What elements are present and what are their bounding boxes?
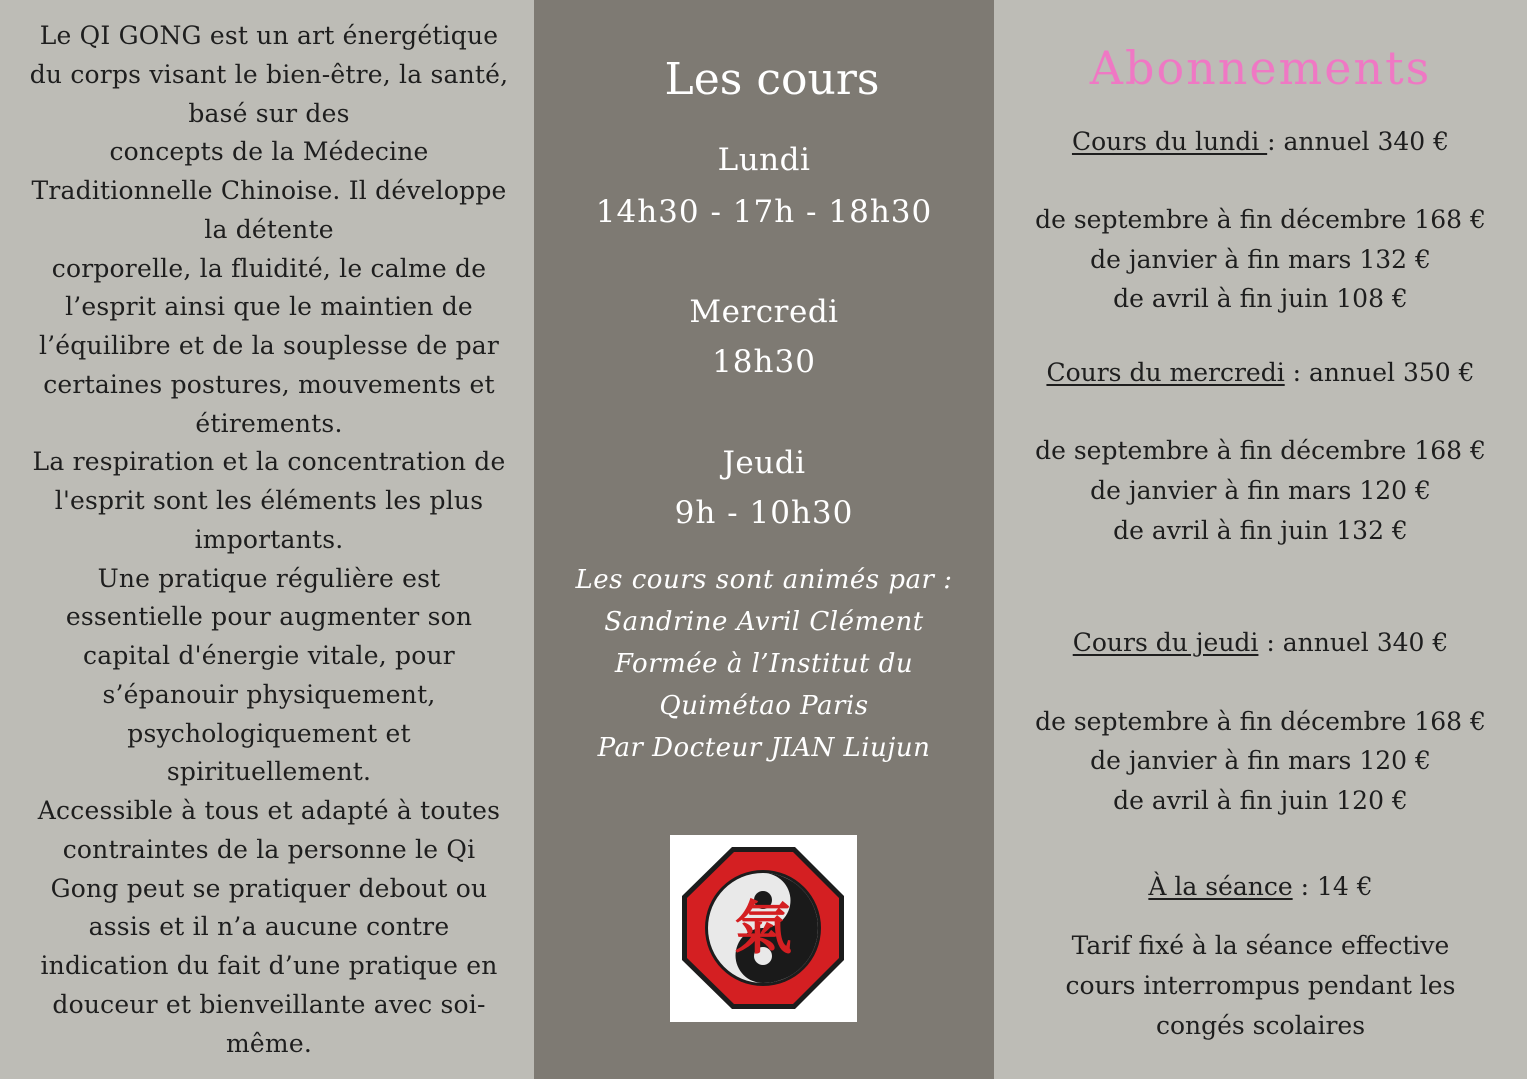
thursday-period: de septembre à fin décembre 168 € [1035, 707, 1486, 736]
intro-line: Accessible à tous et adapté à toutes [37, 796, 501, 825]
intro-line: l'esprit sont les éléments les plus [54, 486, 484, 515]
times-wednesday: 18h30 [712, 344, 816, 380]
wednesday-period: de avril à fin juin 132 € [1113, 516, 1408, 545]
thursday-annual-price: : annuel 340 € [1258, 628, 1449, 657]
yin-yang-octagon-icon [670, 835, 857, 1022]
intro-line: importants. [194, 524, 344, 554]
intro-line: du corps visant le bien-être, la santé, [29, 59, 509, 89]
thursday-label: Cours du jeudi [1072, 628, 1259, 657]
intro-line: Une pratique régulière est [97, 563, 441, 593]
schedule-panel [534, 0, 994, 1079]
monday-label: Cours du lundi [1071, 127, 1268, 156]
schedule-title: Les cours [664, 54, 880, 105]
intro-line: l’esprit ainsi que le maintien de [65, 292, 473, 322]
intro-line: contraintes de la personne le Qi [62, 834, 476, 864]
thursday-period: de avril à fin juin 120 € [1113, 786, 1408, 815]
intro-line: capital d'énergie vitale, pour [83, 641, 455, 670]
intro-line: indication du fait d’une pratique en [40, 951, 498, 980]
intro-line: La respiration et la concentration de [32, 447, 506, 477]
pricing-panel [994, 0, 1527, 1079]
intro-line: assis et il n’a aucune contre [88, 912, 450, 942]
monday-annual-price: : annuel 340 € [1267, 127, 1450, 156]
session-note: Tarif fixé à la séance effective [1071, 931, 1450, 960]
credits-line: Sandrine Avril Clément [604, 607, 924, 637]
monday-period: de avril à fin juin 108 € [1113, 284, 1408, 313]
monday-period: de septembre à fin décembre 168 € [1035, 205, 1486, 234]
qi-logo [670, 835, 857, 1022]
session-note: congés scolaires [1155, 1011, 1366, 1040]
session-price [994, 868, 1527, 906]
wednesday-label: Cours du mercredi [1046, 358, 1285, 387]
thursday-annual [994, 624, 1527, 662]
intro-line: psychologiquement et [127, 718, 411, 748]
session-note: cours interrompus pendant les [1065, 971, 1456, 1000]
intro-line: étirements. [195, 408, 343, 438]
session-label: À la séance [1148, 872, 1293, 901]
intro-line: concepts de la Médecine [109, 137, 429, 167]
intro-panel [0, 0, 534, 1079]
times-thursday: 9h - 10h30 [674, 495, 854, 531]
intro-line: basé sur des [188, 98, 350, 128]
intro-text [18, 17, 520, 1063]
qi-glyph: 氣 [733, 894, 793, 962]
pricing-title: Abonnements [1089, 41, 1432, 95]
intro-line: certaines postures, mouvements et [43, 369, 495, 399]
intro-line: même. [226, 1028, 312, 1058]
credits-line: Formée à l’Institut du [614, 649, 914, 679]
intro-line: l’équilibre et de la souplesse de par [38, 331, 500, 360]
credits-line: Par Docteur JIAN Liujun [597, 733, 931, 763]
wednesday-period: de septembre à fin décembre 168 € [1035, 436, 1486, 465]
day-monday: Lundi [717, 142, 811, 178]
monday-period: de janvier à fin mars 132 € [1090, 245, 1431, 274]
day-thursday: Jeudi [722, 445, 806, 481]
credits-line: Quimétao Paris [659, 691, 869, 721]
day-wednesday: Mercredi [689, 294, 839, 330]
intro-line: Le QI GONG est un art énergétique [39, 21, 499, 50]
intro-line: s’épanouir physiquement, [102, 679, 436, 709]
intro-line: Traditionnelle Chinoise. Il développe [31, 176, 507, 205]
wednesday-annual-price: : annuel 350 € [1284, 358, 1475, 387]
wednesday-period: de janvier à fin mars 120 € [1090, 476, 1431, 505]
monday-annual [994, 123, 1527, 161]
intro-line: Gong peut se pratiquer debout ou [50, 873, 488, 903]
intro-line: corporelle, la fluidité, le calme de [51, 253, 487, 283]
thursday-period: de janvier à fin mars 120 € [1090, 746, 1431, 775]
times-monday: 14h30 - 17h - 18h30 [595, 194, 933, 230]
session-price-value: : 14 € [1292, 872, 1373, 901]
wednesday-annual [994, 354, 1527, 392]
credits-line: Les cours sont animés par : [575, 565, 953, 595]
intro-line: la détente [204, 214, 334, 244]
intro-line: essentielle pour augmenter son [65, 602, 473, 632]
intro-line: douceur et bienveillante avec soi- [52, 989, 486, 1019]
intro-line: spirituellement. [166, 757, 372, 787]
